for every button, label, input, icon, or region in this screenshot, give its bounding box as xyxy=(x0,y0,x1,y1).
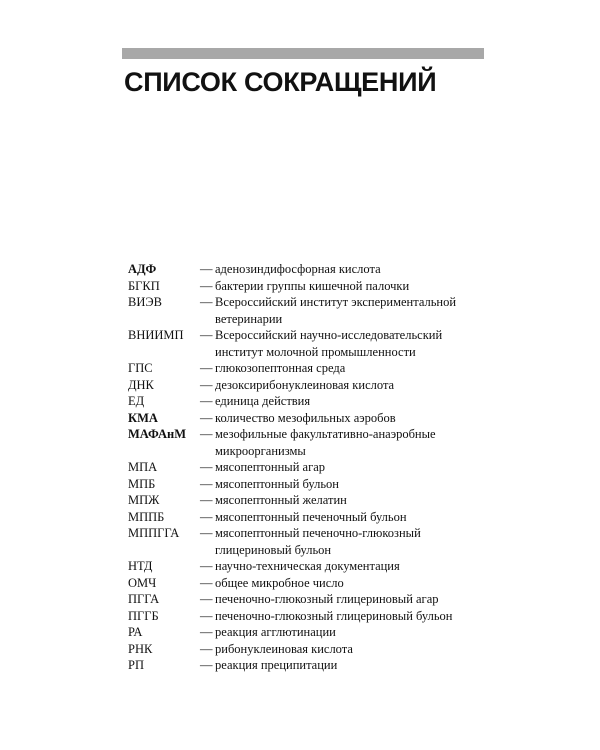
list-item xyxy=(128,591,488,608)
list-item xyxy=(128,377,488,394)
list-item xyxy=(128,558,488,575)
dash: — xyxy=(200,526,213,540)
definition: бактерии группы кишечной палочки xyxy=(215,278,410,293)
list-item xyxy=(128,608,488,625)
dash: — xyxy=(200,361,213,375)
list-item xyxy=(128,360,488,377)
definition: Всероссийский институт экспериментальной ветеринарии xyxy=(215,295,457,326)
dash: — xyxy=(200,575,213,590)
definition: общее микробное число xyxy=(215,575,344,590)
abbreviation: КМА xyxy=(128,410,158,425)
dash: — xyxy=(200,476,213,491)
list-item xyxy=(128,278,488,295)
dash: — xyxy=(200,608,213,623)
list-item xyxy=(128,575,488,592)
list-item xyxy=(128,426,488,459)
dash: — xyxy=(200,262,213,276)
dash: — xyxy=(200,493,213,507)
dash: — xyxy=(200,328,213,342)
abbreviation: РНК xyxy=(128,641,153,656)
dash: — xyxy=(200,592,213,606)
abbreviation: НТД xyxy=(128,559,153,573)
dash: — xyxy=(200,377,213,392)
page-title: СПИСОК СОКРАЩЕНИЙ xyxy=(124,67,437,97)
abbreviation: ГПС xyxy=(128,361,153,375)
definition: печеночно-глюкозный глицериновый бульон xyxy=(215,608,453,623)
list-item xyxy=(128,624,488,641)
abbreviation: РП xyxy=(128,658,144,672)
dash: — xyxy=(200,427,213,441)
dash: — xyxy=(200,295,213,309)
abbreviation: МАФАнМ xyxy=(128,427,187,441)
definition: дезоксирибонуклеиновая кислота xyxy=(215,377,395,392)
dash: — xyxy=(200,625,213,639)
definition: глюкозопептонная среда xyxy=(215,361,346,375)
definition: мясопептонный бульон xyxy=(215,476,339,491)
list-item xyxy=(128,294,488,327)
list-item xyxy=(128,476,488,493)
list-item xyxy=(128,509,488,526)
dash: — xyxy=(200,460,213,474)
abbreviation: ОМЧ xyxy=(128,575,157,590)
definition: мясопептонный печеночно-глюкозный глицериновый бульон xyxy=(215,526,421,557)
abbreviation: ВИЭВ xyxy=(128,295,162,309)
definition: мясопептонный агар xyxy=(215,460,325,474)
abbreviation-list xyxy=(128,261,488,674)
abbreviation: МПБ xyxy=(128,476,156,491)
definition: реакция преципитации xyxy=(215,658,338,672)
dash: — xyxy=(200,641,213,656)
dash: — xyxy=(200,658,213,672)
definition: мясопептонный печеночный бульон xyxy=(215,509,407,524)
list-item xyxy=(128,261,488,278)
list-item xyxy=(128,492,488,509)
dash: — xyxy=(200,278,213,293)
abbreviation: АДФ xyxy=(128,262,157,276)
abbreviation: МПА xyxy=(128,460,158,474)
abbreviation: ДНК xyxy=(128,377,154,392)
definition: мясопептонный желатин xyxy=(215,493,347,507)
abbreviation: ВНИИМП xyxy=(128,328,184,342)
abbreviation: БГКП xyxy=(128,278,160,293)
list-item xyxy=(128,393,488,410)
list-item xyxy=(128,410,488,427)
abbreviation: ПГГБ xyxy=(128,608,159,623)
definition: количество мезофильных аэробов xyxy=(215,410,396,425)
list-item xyxy=(128,459,488,476)
list-item xyxy=(128,657,488,674)
definition: аденозиндифосфорная кислота xyxy=(215,262,381,276)
definition: рибонуклеиновая кислота xyxy=(215,641,353,656)
dash: — xyxy=(200,410,213,425)
dash: — xyxy=(200,394,213,408)
definition: единица действия xyxy=(215,394,311,408)
list-item xyxy=(128,525,488,558)
abbreviation: РА xyxy=(128,625,143,639)
abbreviation: ПГГА xyxy=(128,592,160,606)
definition: мезофильные факультативно-анаэробные микроорганизмы xyxy=(215,427,436,458)
abbreviation: МПЖ xyxy=(128,493,160,507)
abbreviation: МППБ xyxy=(128,509,165,524)
dash: — xyxy=(200,509,213,524)
definition: печеночно-глюкозный глицериновый агар xyxy=(215,592,439,606)
definition: реакция агглютинации xyxy=(215,625,336,639)
abbreviation: МППГГА xyxy=(128,526,180,540)
list-item xyxy=(128,641,488,658)
top-rule xyxy=(122,48,484,59)
abbreviation: ЕД xyxy=(128,394,145,408)
definition: научно-техническая документация xyxy=(215,559,400,573)
list-item xyxy=(128,327,488,360)
dash: — xyxy=(200,559,213,573)
definition: Всероссийский научно-исследовательский институт молочной промышленности xyxy=(215,328,443,359)
